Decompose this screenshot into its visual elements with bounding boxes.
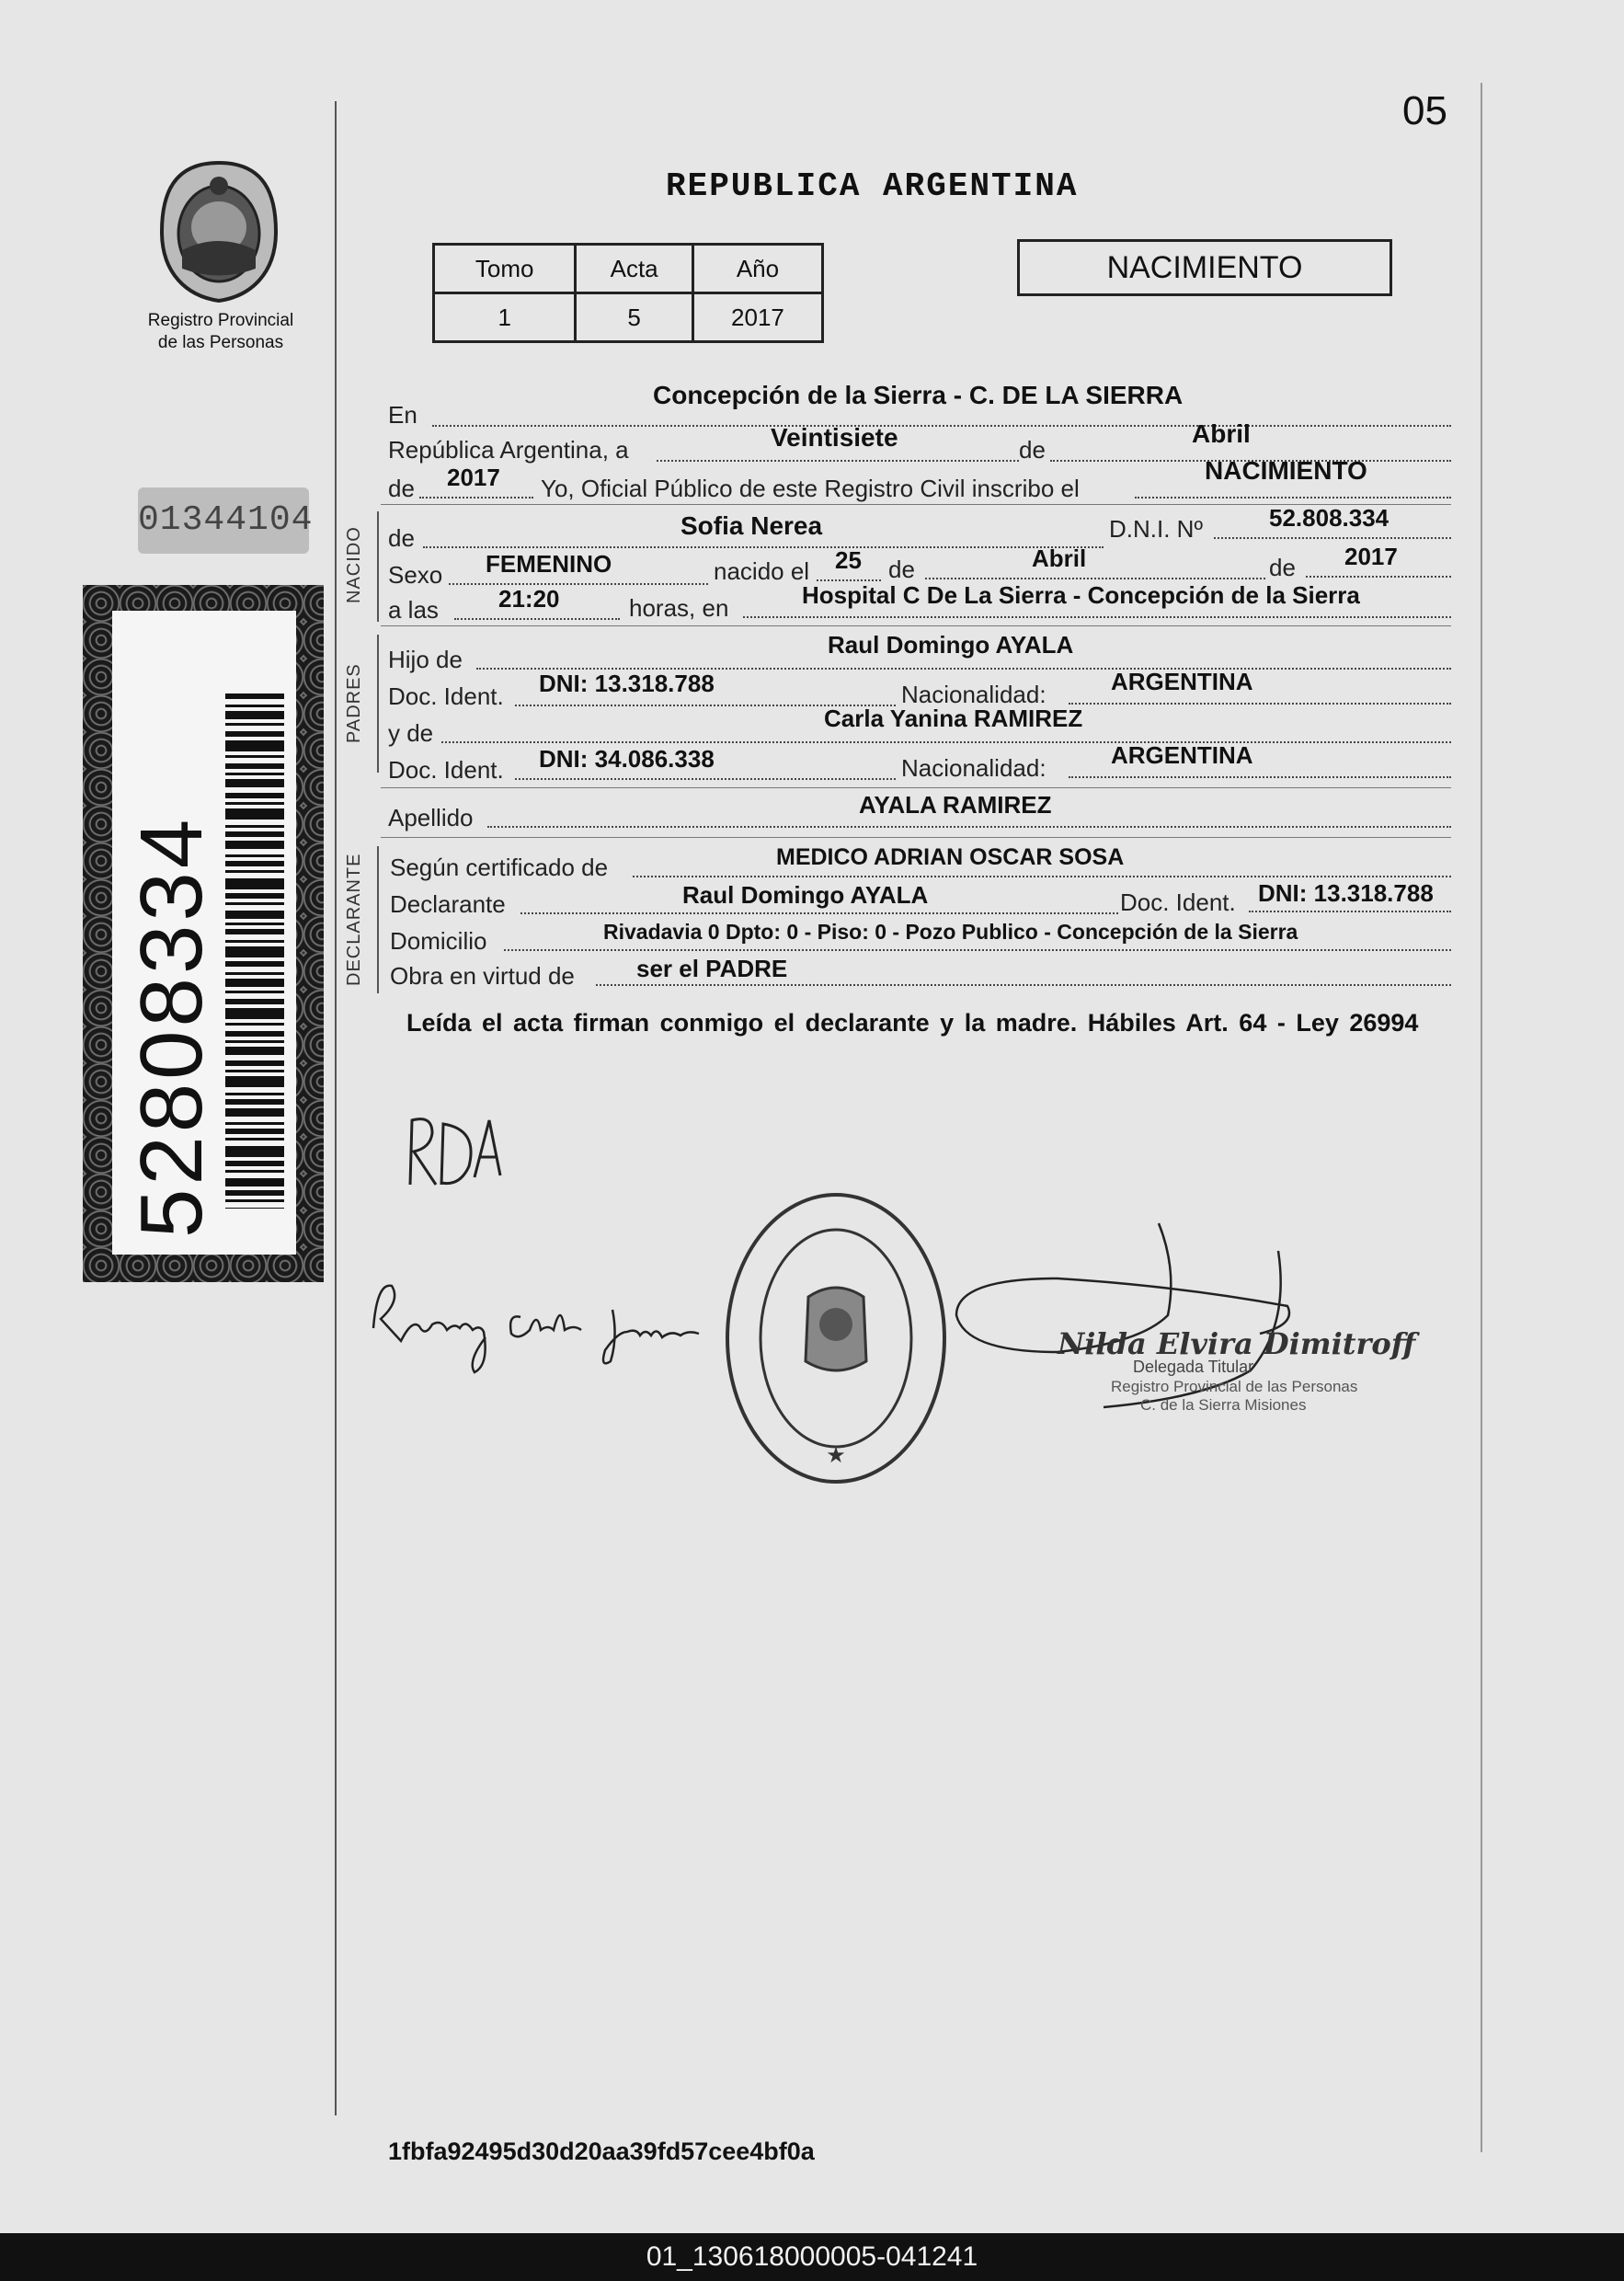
value-hora: 21:20 <box>498 585 560 613</box>
value-domicilio: Rivadavia 0 Dpto: 0 - Piso: 0 - Pozo Publico - Concepción de la Sierra <box>603 920 1298 944</box>
value-tomo: 1 <box>434 293 576 342</box>
value-apellido: AYALA RAMIREZ <box>859 791 1052 819</box>
value-madre: Carla Yanina RAMIREZ <box>824 705 1083 732</box>
value-padre: Raul Domingo AYALA <box>828 631 1074 659</box>
label-obra: Obra en virtud de <box>390 962 575 990</box>
label-en: En <box>388 401 417 429</box>
value-padre-nac: ARGENTINA <box>1111 668 1253 695</box>
logo-caption-1: Registro Provincial <box>147 311 294 330</box>
oficial-title-1: Delegada Titular <box>1133 1358 1254 1376</box>
label-dni: D.N.I. Nº <box>1109 515 1203 543</box>
label-y-de: y de <box>388 719 434 747</box>
section-declarante: DECLARANTE <box>344 853 364 986</box>
header-acta: Acta <box>576 245 693 293</box>
label-de: de <box>1019 436 1046 464</box>
label-apellido: Apellido <box>388 804 474 831</box>
value-anio-acta: 2017 <box>447 464 500 491</box>
right-margin-line <box>1481 83 1482 2152</box>
label-segun: Según certificado de <box>390 854 609 881</box>
label-republica: República Argentina, a <box>388 436 629 464</box>
official-seal <box>721 1186 951 1490</box>
section-nacido: NACIDO <box>344 526 364 603</box>
value-dia-texto: Veintisiete <box>771 423 898 452</box>
country-title: REPUBLICA ARGENTINA <box>666 167 1079 205</box>
value-nombre: Sofia Nerea <box>680 511 823 540</box>
label-nacido-el: nacido el <box>714 557 810 585</box>
record-type-box <box>1017 239 1392 296</box>
value-declarante-doc: DNI: 13.318.788 <box>1258 879 1434 907</box>
section-padres: PADRES <box>344 663 364 743</box>
label-a-las: a las <box>388 596 439 624</box>
value-anio: 2017 <box>692 293 822 342</box>
value-mes-nac: Abril <box>1032 544 1087 572</box>
value-dni: 52.808.334 <box>1269 504 1390 532</box>
value-sexo: FEMENINO <box>486 550 612 578</box>
record-type: NACIMIENTO <box>1106 250 1303 285</box>
left-margin-line <box>335 101 337 2115</box>
page-number: 05 <box>1402 88 1447 133</box>
barcode-number: 52808334 <box>122 815 221 1238</box>
label-horas-en: horas, en <box>629 594 729 622</box>
label-nac-padre: Nacionalidad: <box>901 681 1046 708</box>
label-doc-declarante: Doc. Ident. <box>1120 888 1236 916</box>
value-dia-nac: 25 <box>835 546 862 574</box>
oficial-name: Nilda Elvira Dimitroff <box>1058 1326 1416 1361</box>
barcode-icon <box>225 693 284 1209</box>
label-de2: de <box>388 475 415 502</box>
label-doc-padre: Doc. Ident. <box>388 682 504 710</box>
closing-text: Leída el acta firman conmigo el declarante y la madre. Hábiles Art. 64 - Ley 26994 <box>406 1009 1419 1037</box>
logo-caption-2: de las Personas <box>157 333 284 352</box>
label-sexo: Sexo <box>388 561 443 589</box>
value-inscribo: NACIMIENTO <box>1205 456 1367 485</box>
value-madre-doc: DNI: 34.086.338 <box>539 745 715 773</box>
value-obra: ser el PADRE <box>636 955 788 982</box>
oficial-title-2: Registro Provincial de las Personas <box>1111 1378 1358 1395</box>
signature-madre <box>364 1273 714 1374</box>
label-nac-madre: Nacionalidad: <box>901 754 1046 782</box>
label-declarante: Declarante <box>390 890 506 918</box>
value-lugar: Concepción de la Sierra - C. DE LA SIERRA <box>653 381 1184 409</box>
registry-logo <box>154 158 283 305</box>
tomo-acta-anio-table <box>432 243 824 343</box>
value-anio-nac: 2017 <box>1344 543 1398 570</box>
header-tomo: Tomo <box>434 245 576 293</box>
signature-initials <box>405 1111 515 1194</box>
label-de4: de <box>1269 554 1296 581</box>
value-padre-doc: DNI: 13.318.788 <box>539 670 715 697</box>
oficial-title-3: C. de la Sierra Misiones <box>1140 1396 1307 1414</box>
label-de3: de <box>888 556 915 583</box>
value-mes-texto: Abril <box>1192 419 1251 448</box>
label-yo: Yo, Oficial Público de este Registro Civil inscribo el <box>541 475 1080 502</box>
value-certificado: MEDICO ADRIAN OSCAR SOSA <box>776 844 1125 870</box>
value-acta: 5 <box>576 293 693 342</box>
province-seal-icon <box>154 158 283 305</box>
document-hash: 1fbfa92495d30d20aa39fd57cee4bf0a <box>388 2138 815 2165</box>
value-declarante: Raul Domingo AYALA <box>682 881 929 909</box>
label-de-nombre: de <box>388 524 415 552</box>
scan-footer-id: 01_130618000005-041241 <box>0 2233 1624 2281</box>
serial-stamp: 01344104 <box>138 487 309 554</box>
header-anio: Año <box>692 245 822 293</box>
barcode-block <box>83 585 324 1282</box>
label-hijo-de: Hijo de <box>388 646 463 673</box>
svg-text:★: ★ <box>826 1442 846 1468</box>
value-lugar-nac: Hospital C De La Sierra - Concepción de la Sierra <box>802 581 1360 609</box>
label-domicilio: Domicilio <box>390 927 487 955</box>
value-madre-nac: ARGENTINA <box>1111 741 1253 769</box>
label-doc-madre: Doc. Ident. <box>388 756 504 784</box>
